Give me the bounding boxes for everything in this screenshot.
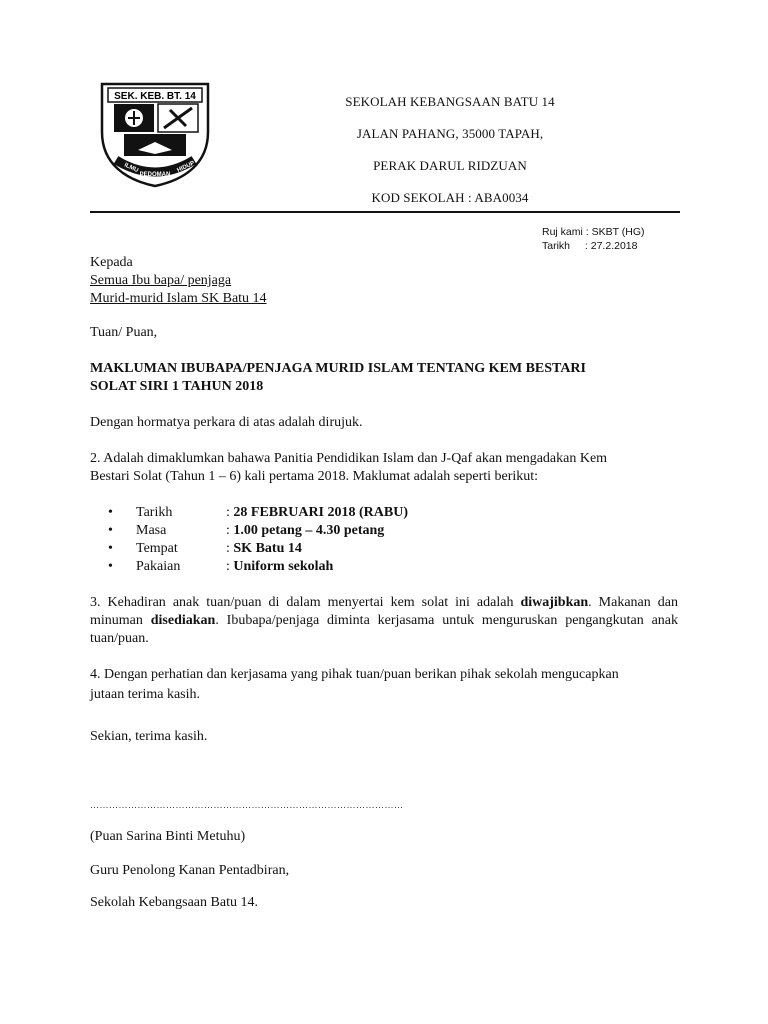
paragraph-4-line-2: jutaan terima kasih. <box>90 687 201 702</box>
school-name: SEKOLAH KEBANGSAAN BATU 14 <box>345 94 555 109</box>
signatory-school: Sekolah Kebangsaan Batu 14. <box>90 895 258 910</box>
school-crest-logo <box>100 80 210 188</box>
school-address-line-2: PERAK DARUL RIDZUAN <box>373 158 527 173</box>
recipient-line-2: Murid-murid Islam SK Batu 14 <box>90 291 267 306</box>
paragraph-3-part-1: 3. Kehadiran anak tuan/puan di dalam menyertai kem solat ini adalah <box>90 595 521 610</box>
reference-date <box>542 240 637 252</box>
paragraph-2-line-2: Bestari Solat (Tahun 1 – 6) kali pertama 2018. Maklumat adalah seperti berikut: <box>90 469 539 484</box>
school-code: KOD SEKOLAH : ABA0034 <box>371 190 529 205</box>
signatory-title: Guru Penolong Kanan Pentadbiran, <box>90 863 290 878</box>
detail-label: Pakaian <box>136 559 181 574</box>
recipient-to: Kepada <box>90 255 133 270</box>
closing-text: Sekian, terima kasih. <box>90 729 208 744</box>
subject-line-2: SOLAT SIRI 1 TAHUN 2018 <box>90 379 264 394</box>
paragraph-4-line-1: 4. Dengan perhatian dan kerjasama yang pihak tuan/puan berikan pihak sekolah mengucapkan <box>90 667 619 682</box>
reference-value: : SKBT (HG) <box>585 226 645 238</box>
bullet-icon: • <box>108 541 113 556</box>
salutation: Tuan/ Puan, <box>90 325 158 340</box>
crest-motto-right: HIDUP <box>176 160 196 174</box>
subject-line-1: MAKLUMAN IBUBAPA/PENJAGA MURID ISLAM TENTANG KEM BESTARI <box>90 361 586 376</box>
crest-banner-text: SEK. KEB. BT. 14 <box>114 91 196 102</box>
bullet-icon: • <box>108 505 113 520</box>
detail-value: 28 FEBRUARI 2018 (RABU) <box>233 505 409 520</box>
detail-value: 1.00 petang – 4.30 petang <box>233 523 385 538</box>
bullet-icon: • <box>108 523 113 538</box>
crest-motto-left: ILMU <box>123 162 139 175</box>
reference-number <box>542 226 645 238</box>
recipient-line-1: Semua Ibu bapa/ penjaga <box>90 273 232 288</box>
paragraph-3-part-3: . Ibubapa/penjaga diminta kerjasama untuk menguruskan pengangkutan anak tuan/puan. <box>90 613 678 646</box>
paragraph-2-line-1: 2. Adalah dimaklumkan bahawa Panitia Pendidikan Islam dan J-Qaf akan mengadakan Kem <box>90 451 608 466</box>
paragraph-3-bold-2: disediakan <box>150 613 216 628</box>
detail-value: SK Batu 14 <box>233 541 302 556</box>
paragraph-3-part-2: . Makanan dan minuman <box>90 595 678 628</box>
detail-label: Masa <box>136 523 167 538</box>
bullet-icon: • <box>108 559 113 574</box>
intro-paragraph: Dengan hormatya perkara di atas adalah dirujuk. <box>90 415 363 430</box>
school-address-line-1: JALAN PAHANG, 35000 TAPAH, <box>356 126 544 141</box>
paragraph-3-bold-1: diwajibkan <box>520 595 589 610</box>
crest-motto-middle: PEDOMAN <box>139 172 171 178</box>
date-value: : 27.2.2018 <box>584 240 638 252</box>
reference-label: Ruj kami <box>542 226 583 238</box>
detail-label: Tempat <box>136 541 178 556</box>
signature-line: ……………………………………………………………………………………… <box>90 800 404 810</box>
date-label: Tarikh <box>542 240 571 252</box>
detail-label: Tarikh <box>136 505 173 520</box>
header-divider <box>90 211 680 213</box>
paragraph-3 <box>90 594 678 648</box>
detail-value: Uniform sekolah <box>233 559 334 574</box>
signatory-name: (Puan Sarina Binti Metuhu) <box>90 829 246 844</box>
